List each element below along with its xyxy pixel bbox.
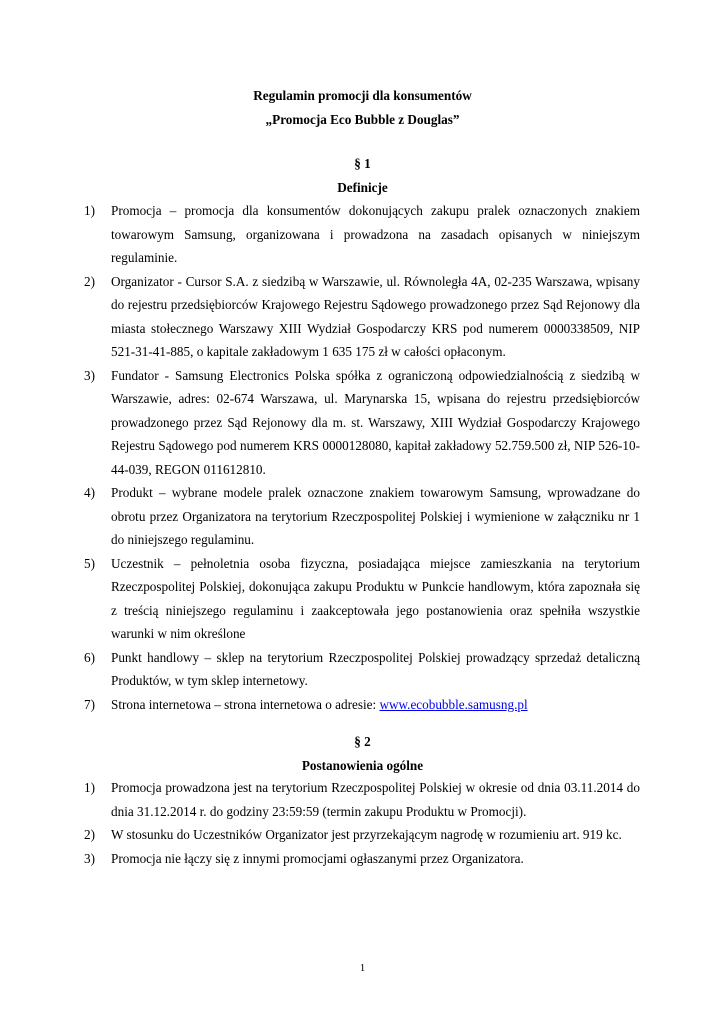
list-item-text: Punkt handlowy – sklep na terytorium Rzeczpospolitej Polskiej prowadzący sprzedaż detaliczną Produktów, w tym sklep internetowy.: [111, 649, 640, 688]
list-item-number: 1): [84, 780, 95, 795]
list-item-number: 6): [84, 649, 95, 665]
section-1-list: [84, 199, 640, 716]
list-item: [84, 552, 640, 646]
document-title-line-2: „Promocja Eco Bubble z Douglas”: [265, 112, 460, 127]
list-item: [84, 364, 640, 482]
list-item-text: W stosunku do Uczestników Organizator jest przyrzekającym nagrodę w rozumieniu art. 919 kc.: [111, 827, 622, 842]
list-item-number: 4): [84, 485, 95, 500]
list-item-text: Fundator - Samsung Electronics Polska spółka z ograniczoną odpowiedzialnością z siedzibą w Warszawie, adres: 02-674 Warszawa, ul. Marynarska 15, wpisana do rejestru przedsiębiorców prowadzonego przez Sąd Rejonowy dla m. st. Warszawy, XIII Wydział Gospodarczy Krajowego Rejestru Sądowego pod numerem KRS 0000128080, kapitał zakładowy 52.759.500 zł, NIP 526-10-44-039, REGON 011612810.: [111, 367, 640, 477]
list-item-number: 3): [84, 850, 95, 866]
list-item: [84, 270, 640, 364]
list-item-text: Produkt – wybrane modele pralek oznaczone znakiem towarowym Samsung, wprowadzane do obrotu przez Organizatora na terytorium Rzeczpospolitej Polskiej i wymienione w załączniku nr 1 do niniejszego regulaminu.: [111, 485, 640, 547]
list-item: [84, 823, 640, 847]
list-item: [84, 646, 640, 693]
list-item-number: 2): [84, 827, 95, 842]
page-number: 1: [359, 962, 366, 974]
document-title-line-1: Regulamin promocji dla konsumentów: [253, 88, 472, 103]
list-item: [84, 776, 640, 823]
list-item-text: Organizator - Cursor S.A. z siedzibą w Warszawie, ul. Równoległa 4A, 02-235 Warszawa, wpisany do rejestru przedsiębiorców Krajowego Rejestru Sądowego prowadzonego przez Sąd Rejonowy dla miasta stołecznego Warszawy XIII Wydział Gospodarczy KRS pod numerem 0000338509, NIP 521-31-41-885, o kapitale zakładowym 1 635 175 zł w całości opłaconym.: [111, 273, 640, 359]
list-item: [84, 847, 640, 871]
list-item-text: Uczestnik – pełnoletnia osoba fizyczna, posiadająca miejsce zamieszkania na terytorium Rzeczpospolitej Polskiej, dokonująca zakupu Produktu w Punkcie handlowym, która zapoznała się z treścią niniejszego regulaminu i zaakceptowała jego postanowienia oraz spełniła wszystkie warunki w nim określone: [111, 555, 640, 641]
section-2-number: § 2: [354, 734, 371, 749]
section-2-list: [84, 776, 640, 870]
list-item-number: 7): [84, 696, 95, 712]
list-item-number: 2): [84, 273, 95, 289]
section-1-heading: Definicje: [337, 180, 388, 195]
list-item-text: Promocja – promocja dla konsumentów dokonujących zakupu pralek oznaczonych znakiem towarowym Samsung, organizowana i prowadzona na zasadach opisanych w niniejszym regulaminie.: [111, 203, 640, 265]
section-1-number: § 1: [354, 156, 371, 171]
list-item: [84, 199, 640, 270]
list-item: [84, 693, 640, 717]
list-item-text: Promocja nie łączy się z innymi promocjami ogłaszanymi przez Organizatora.: [111, 850, 524, 866]
list-item-number: 1): [84, 203, 95, 218]
website-link[interactable]: www.ecobubble.samusng.pl: [379, 696, 528, 712]
section-2-heading: Postanowienia ogólne: [301, 758, 424, 773]
list-item: [84, 481, 640, 552]
list-item-number: 5): [84, 555, 95, 571]
list-item-text: Strona internetowa – strona internetowa o adresie:: [111, 696, 380, 712]
list-item-text: Promocja prowadzona jest na terytorium Rzeczpospolitej Polskiej w okresie od dnia 03.11.2014 do dnia 31.12.2014 r. do godziny 23:59:59 (termin zakupu Produktu w Promocji).: [111, 780, 640, 819]
list-item-number: 3): [84, 367, 95, 383]
